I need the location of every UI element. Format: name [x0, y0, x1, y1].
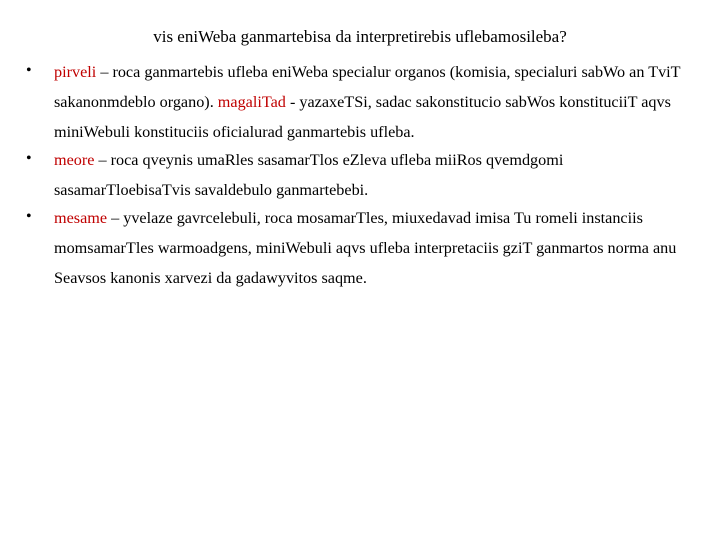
bullet-text-second: – roca qveynis umaRles sasamarTlos eZleva ufleba miiRos qvemdgomi sasamarTloebisaTvis savaldebulo ganmartebebi. — [54, 151, 564, 199]
bullet-term-first: pirveli — [54, 63, 97, 81]
bullet-text-first-a: – roca ganmartebis ufleba eniWeba specialur organos (komisia, specialuri sabWo an TviT sakanonmdeblo organo). — [54, 63, 681, 111]
slide-title: vis eniWeba ganmartebisa da interpretirebis uflebamosileba? — [153, 27, 567, 46]
bullet-term-example: magaliTad — [217, 93, 286, 111]
bullet-item-first — [26, 57, 696, 147]
bullet-text-third: – yvelaze gavrcelebuli, roca mosamarTles, miuxedavad imisa Tu romeli instanciis momsamarTles warmoadgens, miniWebuli aqvs ufleba interpretaciis gziT ganmartos norma anu Seavsos kanonis xarvezi da gadawyvitos saqme. — [54, 209, 677, 287]
bullet-term-third: mesame — [54, 209, 108, 227]
bullet-item-second — [26, 145, 696, 205]
bullet-item-third — [26, 203, 696, 293]
bullet-dot-icon: • — [26, 62, 32, 79]
bullet-dot-icon: • — [26, 208, 32, 225]
bullet-dot-icon: • — [26, 150, 32, 167]
bullet-text-first-b: - yazaxeTSi, sadac sakonstitucio sabWos konstituciiT aqvs miniWebuli konstituciis oficialurad ganmartebis ufleba. — [54, 93, 671, 141]
bullet-list — [26, 57, 696, 291]
bullet-term-second: meore — [54, 151, 95, 169]
